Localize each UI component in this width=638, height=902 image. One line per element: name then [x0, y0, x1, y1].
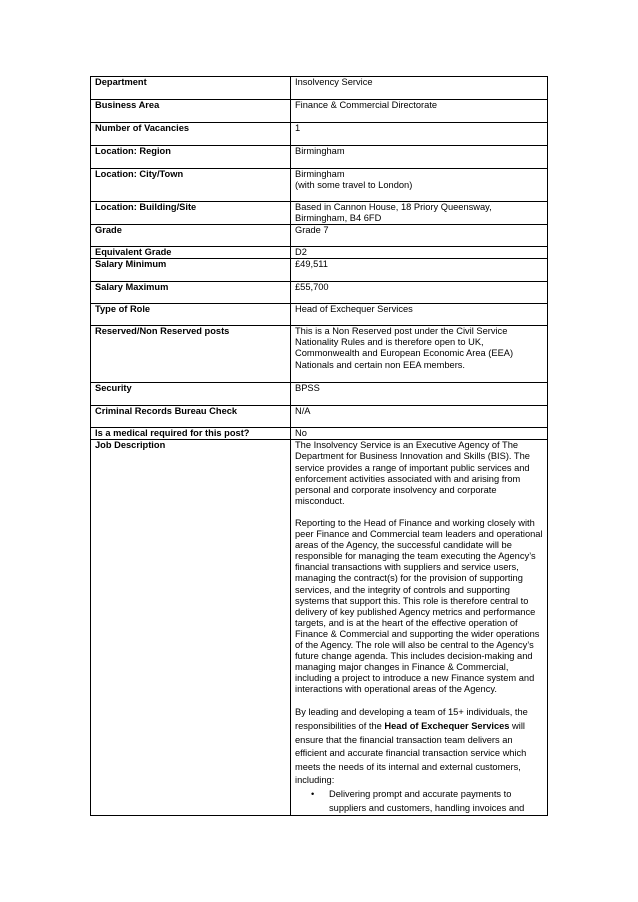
row-value: D2 [291, 247, 548, 259]
table-row [91, 428, 548, 440]
row-label: Location: City/Town [91, 169, 291, 202]
table-row [91, 259, 548, 282]
row-value: BPSS [291, 383, 548, 406]
role-title-emphasis: Head of Exchequer Services [384, 721, 510, 732]
city-value: Birmingham [295, 169, 345, 179]
job-description-para-3 [295, 706, 543, 788]
row-label: Type of Role [91, 304, 291, 326]
row-label: Is a medical required for this post? [91, 428, 291, 440]
row-label: Salary Maximum [91, 282, 291, 304]
table-row [91, 225, 548, 247]
row-value: Head of Exchequer Services [291, 304, 548, 326]
row-label: Salary Minimum [91, 259, 291, 282]
para3-tail: will ensure that the financial transaction team delivers an efficient and accurate financial transaction service which meets the needs of its internal and external customers, including: [295, 721, 527, 786]
table-row [91, 304, 548, 326]
job-description-para-2: Reporting to the Head of Finance and working closely with peer Finance and Commercial team leaders and operational areas of the Agency, the successful candidate will be responsible for managing the team executing the Agency’s financial transactions with suppliers and service users, managing the contract(s) for the provision of supporting services, and the integrity of controls and supporting systems that support this. This role is therefore central to delivery of key published Agency metrics and performance targets, and is at the heart of the effective operation of Finance & Commercial and supporting the wider operations of the Agency. The role will also be central to the Agency’s future change agenda. This includes decision-making and managing major changes in Finance & Commercial, including a project to introduce a new Finance system and interactions with operational areas of the Agency. [295, 517, 543, 695]
job-description-para-1: The Insolvency Service is an Executive Agency of The Department for Business Innovation and Skills (BIS). The service provides a range of important public services and enforcement activities associated with and arising from personal and corporate insolvency and corporate misconduct. [295, 440, 530, 506]
row-value [291, 169, 548, 202]
table-row [91, 77, 548, 100]
row-label: Reserved/Non Reserved posts [91, 326, 291, 383]
row-label: Number of Vacancies [91, 123, 291, 146]
row-label: Grade [91, 225, 291, 247]
row-value: This is a Non Reserved post under the Civil Service Nationality Rules and is therefore open to UK, Commonwealth and European Economic Area (EEA) Nationals and certain non EEA members. [291, 326, 548, 383]
table-row [91, 100, 548, 123]
table-row [91, 123, 548, 146]
job-description-text [291, 440, 548, 816]
row-label: Location: Building/Site [91, 202, 291, 225]
row-value: Birmingham [291, 146, 548, 169]
table-row [91, 247, 548, 259]
row-value: Finance & Commercial Directorate [291, 100, 548, 123]
row-value: £49,511 [291, 259, 548, 282]
row-label: Equivalent Grade [91, 247, 291, 259]
row-label: Security [91, 383, 291, 406]
row-label: Criminal Records Bureau Check [91, 406, 291, 428]
row-value: Based in Cannon House, 18 Priory Queensway, Birmingham, B4 6FD [291, 202, 548, 225]
row-value: £55,700 [291, 282, 548, 304]
row-value: Insolvency Service [291, 77, 548, 100]
row-value: 1 [291, 123, 548, 146]
row-label: Business Area [91, 100, 291, 123]
responsibilities-list [295, 788, 543, 815]
para3-lead: By leading and developing a team of 15+ individuals, the responsibilities of the [295, 707, 528, 732]
row-value: No [291, 428, 548, 440]
table-row [91, 326, 548, 383]
job-details-table [90, 76, 548, 816]
row-label: Department [91, 77, 291, 100]
city-note: (with some travel to London) [295, 180, 413, 191]
table-row-job-description [91, 440, 548, 816]
table-row [91, 406, 548, 428]
table-row [91, 202, 548, 225]
table-row [91, 282, 548, 304]
row-value: Grade 7 [291, 225, 548, 247]
table-row [91, 146, 548, 169]
table-row [91, 169, 548, 202]
row-value: N/A [291, 406, 548, 428]
row-label: Job Description [91, 440, 291, 816]
row-label: Location: Region [91, 146, 291, 169]
list-item: • Delivering prompt and accurate payments to suppliers and customers, handling invoices and [329, 788, 543, 815]
table-row [91, 383, 548, 406]
